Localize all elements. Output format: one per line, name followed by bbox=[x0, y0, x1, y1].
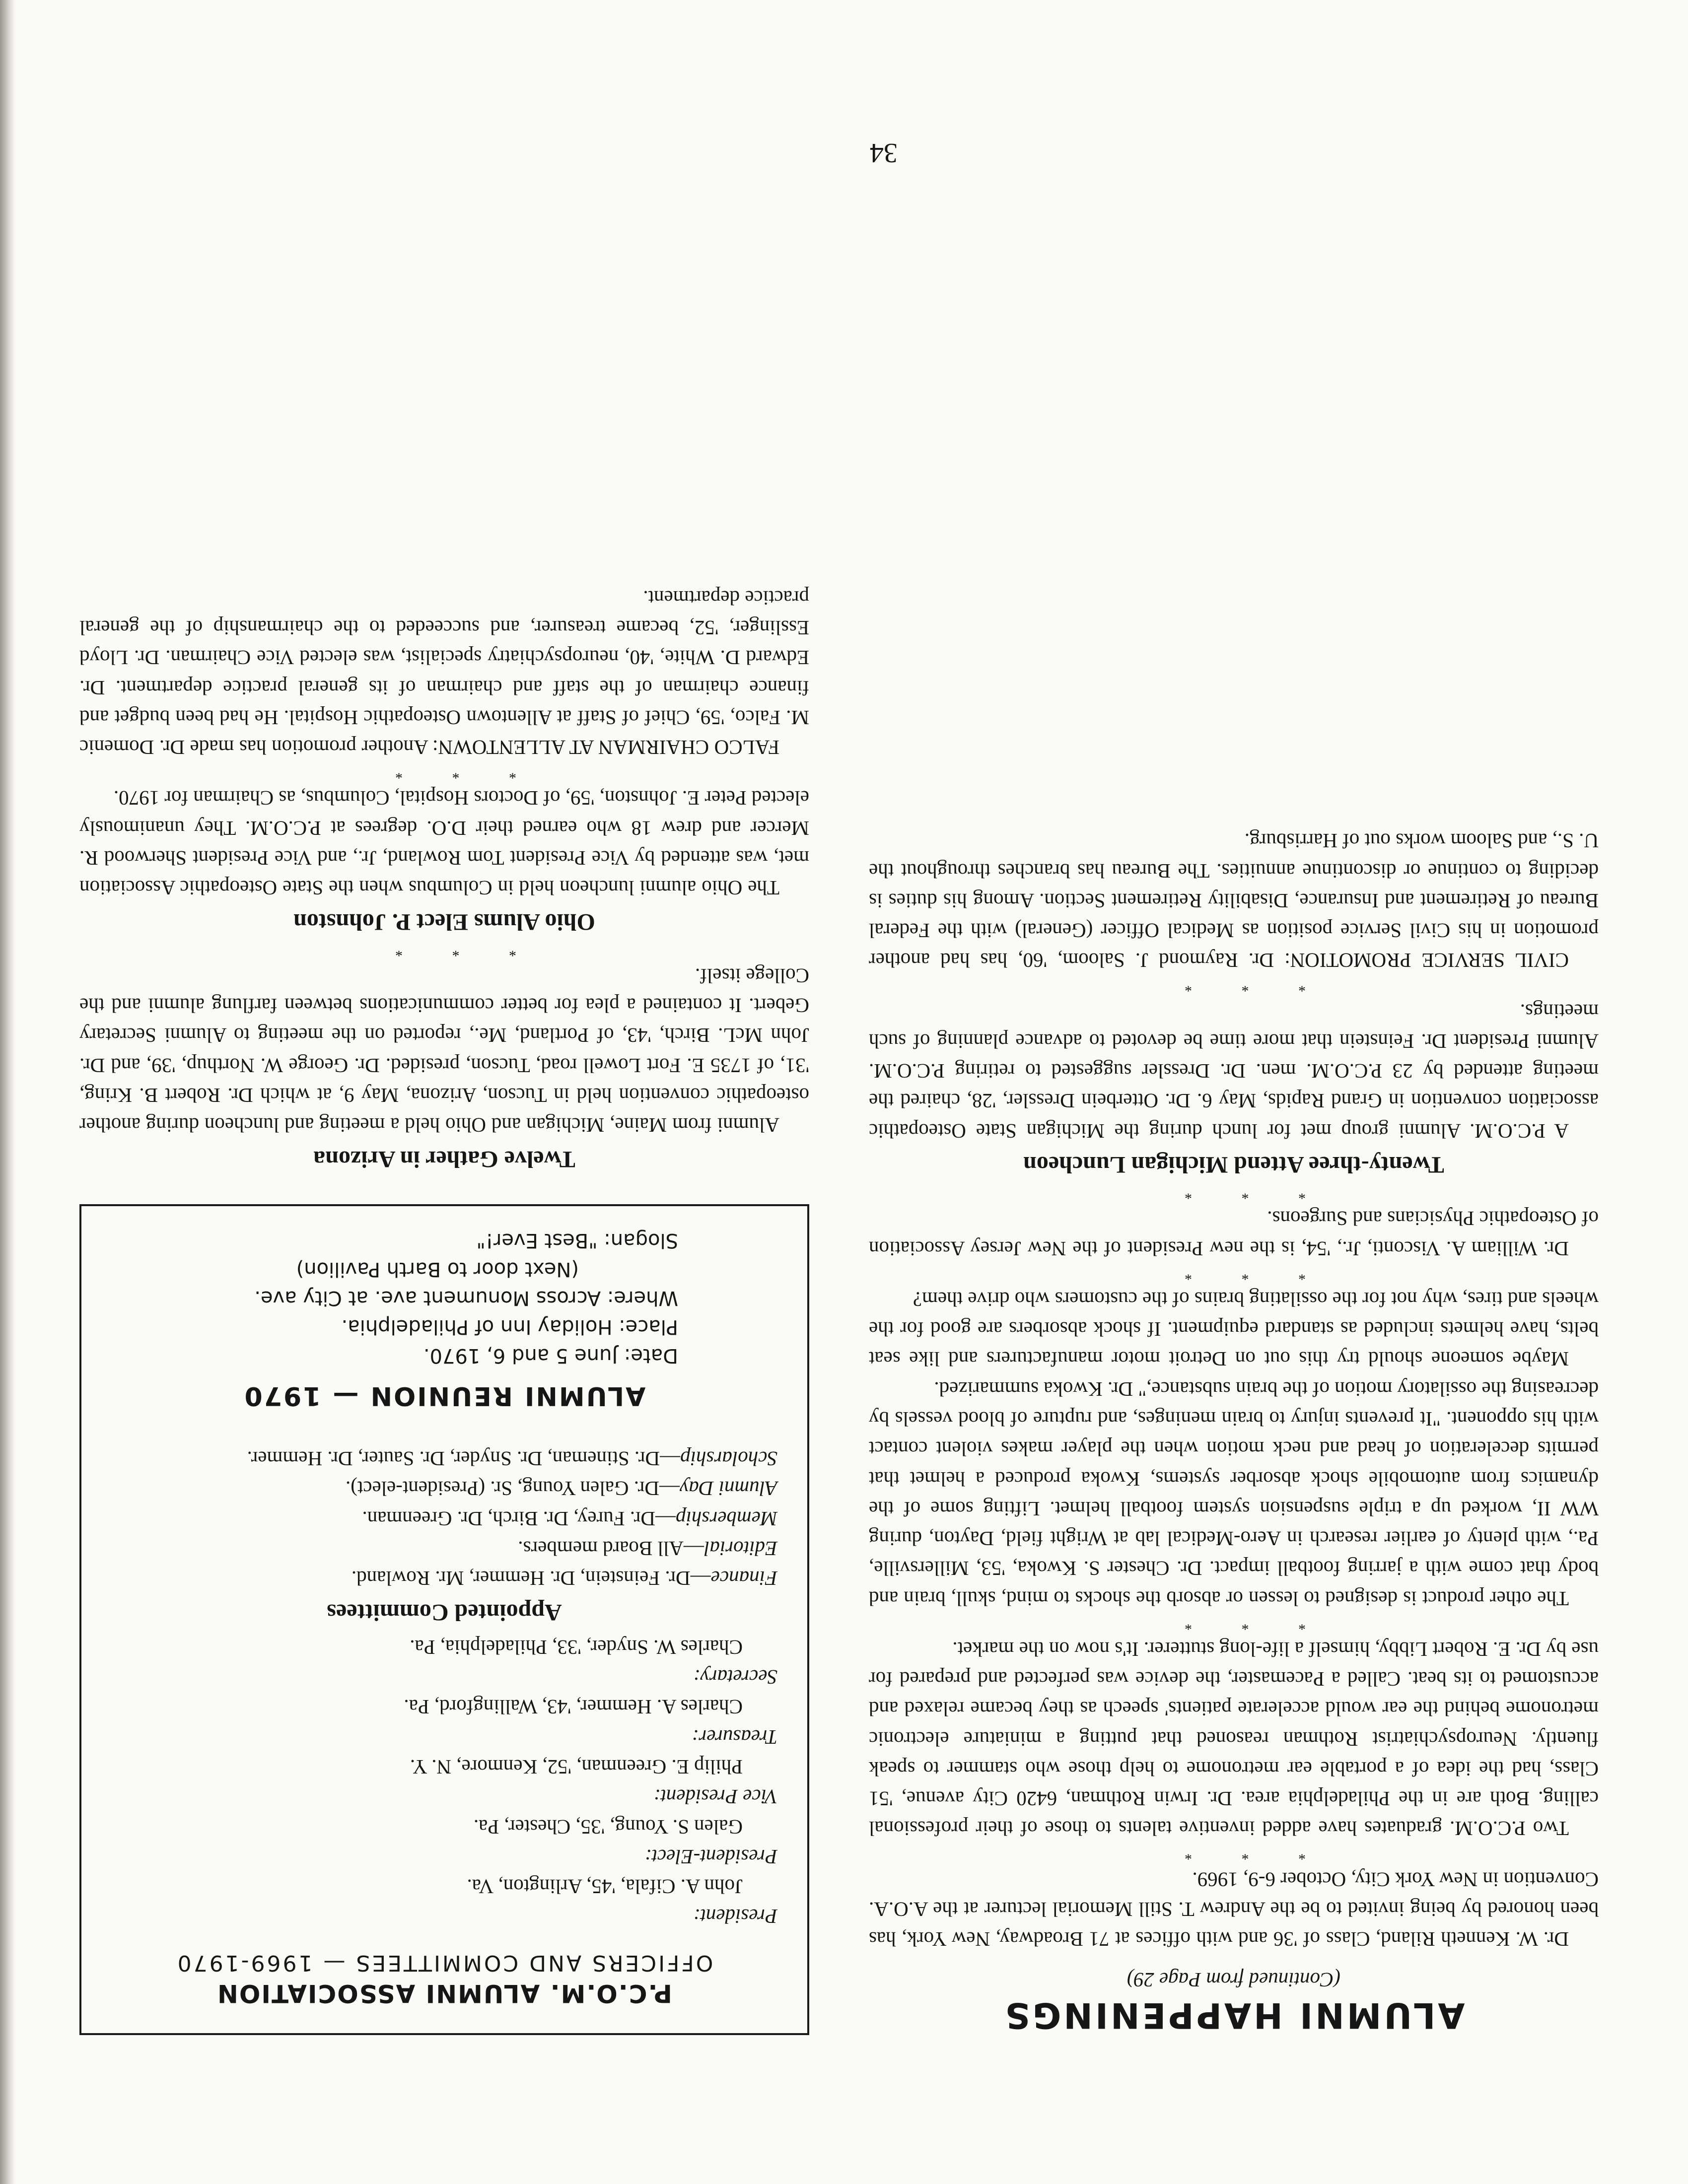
helmet-paragraph: The other product is designed to lessen or absorb the shocks to mind, skull, brain and body that come with a jarring football impact. Dr. Chester S. Kwoka, '53, Millersville, Pa., with plenty of earlier research in Aero-Medical lab at Wright field, Dayton, during WW II, worked up a triple suspension system football helmet. Lifting some of the dynamics from automobile shock absorber systems, Kwoka produced a helmet that permits deceleration of head and neck motion when the player makes violent contact with his opponent. "It prevents injury to brain meninges, and rupture of blood vessels by decreasing the ossilatory motion of the brain substance," Dr. Kwoka summarized. bbox=[869, 1377, 1599, 1610]
civil-service-paragraph: CIVIL SERVICE PROMOTION: Dr. Raymond J. Saloom, '60, has had another promotion in his Civil Service position as Medical Officer (General) with the Federal Bureau of Retirement and Insurance, Disability Retirement Section. Among his duties is deciding to continue or discontinue annuities. The Bureau has branches throughout the U. S., and Saloom works out of Harrisburg. bbox=[869, 829, 1599, 972]
reunion-block bbox=[111, 1226, 777, 1414]
committee-alumni-day bbox=[111, 1474, 777, 1503]
separator: * * * bbox=[1162, 1846, 1306, 1863]
arizona-paragraph: Alumni from Maine, Michigan and Ohio held a meeting and luncheon during another osteopathic convention held in Tucson, Arizona, May 9, at which Dr. Robert B. Kring, '31, of 1735 E. Fort Lowell road, Tucson, presided. Dr. George W. Northup, '39, and Dr. John McL. Birch, '43, of Portland, Me., reported on the meeting to Alumni Secretary Gebert. It contained a plea for better communications between farflung alumni and the College itself. bbox=[79, 964, 809, 1137]
reunion-date: Date: June 5 and 6, 1970. bbox=[423, 1344, 678, 1367]
ohio-heading: Ohio Alums Elect P. Johnston bbox=[293, 908, 595, 935]
separator: * * * bbox=[1162, 1266, 1306, 1283]
committee-membership bbox=[111, 1503, 777, 1533]
treasurer-name: Charles A. Hemmer, '43, Wallingford, Pa. bbox=[404, 1696, 743, 1719]
president-elect-role: President-Elect: bbox=[644, 1845, 777, 1868]
officers-box-title: P.C.O.M. ALUMNI ASSOCIATION bbox=[216, 1979, 672, 2008]
detroit-paragraph: Maybe someone should try this out on Detroit motor manufacturers and like seat belts, have helmets included as standard equipment. If shock absorbers are good for the wheels and tires, why not for the ossilating brains of the customers who drive them? bbox=[869, 1288, 1599, 1371]
left-column bbox=[869, 826, 1599, 2035]
separator: * * * bbox=[1162, 1186, 1306, 1203]
secretary-name: Charles W. Snyder, '33, Philadelphia, Pa. bbox=[410, 1636, 743, 1659]
committee-finance bbox=[111, 1564, 777, 1593]
committees-heading: Appointed Committees bbox=[327, 1599, 562, 1626]
inventors-paragraph: Two P.C.O.M. graduates have added inventive talents to those of their professional calling. Both are in the Philadelphia area. Dr. Irwin Rothman, 6420 City avenue, '51 Class, had the idea of a portable ear metronome to help those who stammer to speak fluently. Neuropsychiatrist Rothman reasoned that putting a miniature electronic metronome behind the ear would accelerate patients' speech as they became relaxed and accustomed to its beat. Called a Pacemaster, the device was perfected and prepared for use by Dr. E. Robert Libby, himself a life-long stutterer. It's now on the market. bbox=[869, 1638, 1599, 1841]
separator: * * * bbox=[1162, 1616, 1306, 1633]
committee-name: Scholarship bbox=[680, 1447, 777, 1471]
separator: * * * bbox=[372, 943, 516, 959]
treasurer-role: Treasurer: bbox=[692, 1725, 777, 1749]
riland-paragraph: Dr. W. Kenneth Riland, Class of '36 and with offices at 71 Broadway, New York, has been honored by being invited to be the Andrew T. Still Memorial lecturer at the A.O.A. Convention in New York City, October 6-9, 1969. bbox=[869, 1868, 1599, 1951]
reunion-slogan: Slogan: "Best Ever!" bbox=[476, 1228, 678, 1252]
michigan-heading: Twenty-three Attend Michigan Luncheon bbox=[1023, 1152, 1444, 1178]
reunion-where-note: (Next door to Barth Pavilion) bbox=[296, 1257, 579, 1281]
page-number: 34 bbox=[870, 137, 898, 168]
committee-scholarship bbox=[111, 1444, 777, 1474]
committee-members: —Dr. Stineman, Dr. Snyder, Dr. Sauter, Dr. Hemmer. bbox=[247, 1447, 681, 1471]
right-column bbox=[79, 583, 809, 2035]
vice-president-name: Philip E. Greenman, '52, Kenmore, N. Y. bbox=[410, 1756, 743, 1778]
separator: * * * bbox=[1162, 978, 1306, 995]
separator: * * * bbox=[372, 765, 516, 782]
committee-members: —Dr. Furey, Dr. Birch, Dr. Greenman. bbox=[362, 1507, 676, 1530]
arizona-heading: Twelve Gather in Arizona bbox=[313, 1146, 575, 1172]
reunion-title: ALUMNI REUNION — 1970 bbox=[243, 1380, 646, 1411]
committee-editorial bbox=[111, 1534, 777, 1564]
president-role: President: bbox=[693, 1905, 777, 1928]
committee-name: Finance bbox=[710, 1567, 777, 1590]
officers-box-subtitle: OFFICERS AND COMMITTEES — 1969-1970 bbox=[175, 1950, 713, 1976]
president-name: John A. Cifala, '45, Arlington, Va. bbox=[467, 1875, 743, 1899]
president-elect-name: Galen S. Young, '35, Chester, Pa. bbox=[473, 1815, 743, 1839]
visconti-paragraph: Dr. William A. Visconti, Jr., '54, is the new President of the New Jersey Association of Osteopathic Physicians and Surgeons. bbox=[869, 1207, 1599, 1260]
masthead: ALUMNI HAPPENINGS bbox=[1002, 1995, 1465, 2036]
committee-members: —Dr. Feinstein, Dr. Hemmer, Mr. Rowland. bbox=[351, 1567, 711, 1590]
reunion-place: Place: Holiday Inn of Philadelphia. bbox=[341, 1315, 678, 1338]
vice-president-role: Vice President: bbox=[653, 1785, 777, 1809]
falco-paragraph: FALCO CHAIRMAN AT ALLENTOWN: Another promotion has made Dr. Domenic M. Falco, '59, Chief of Staff at Allentown Osteopathic Hospital. He had been budget and finance chairman of the staff and chairman of its general practice department. Dr. Edward D. White, '40, neuropsychiatry specialist, was elected Vice Chairman. Dr. Lloyd Esslinger, '52, became treasurer, and succeeded to the chairmanship of the general practice department. bbox=[79, 586, 809, 759]
continued-note: (Continued from Page 29) bbox=[1126, 1969, 1341, 1992]
committee-members: —Dr. Galen Young, Sr. (President-elect). bbox=[346, 1477, 680, 1501]
committee-name: Editorial bbox=[703, 1537, 777, 1561]
committee-name: Membership bbox=[676, 1507, 777, 1530]
secretary-role: Secretary: bbox=[693, 1666, 777, 1689]
committee-members: —All Board members. bbox=[518, 1537, 704, 1561]
reunion-where: Where: Across Monument ave. at City ave. bbox=[254, 1286, 678, 1309]
officers-box bbox=[79, 1204, 809, 2035]
committee-name: Alumni Day bbox=[680, 1477, 777, 1501]
ohio-paragraph: The Ohio alumni luncheon held in Columbus when the State Osteopathic Association met, was attended by Vice President Tom Rowland, Jr., and Vice President Sherwood R. Mercer and drew 18 who earned their D.O. degrees at P.C.O.M. They unanimously elected Peter E. Johnston, '59, of Doctors Hospital, Columbus, as Chairman for 1970. bbox=[79, 787, 809, 900]
michigan-paragraph: A P.C.O.M. Alumni group met for lunch during the Michigan State Osteopathic association convention in Grand Rapids, May 6. Dr. Otterbein Dressler, '28, chaired the meeting attended by 23 P.C.O.M. men. Dr. Dressler suggested to retiring P.C.O.M. Alumni President Dr. Feinstein that more time be devoted to advance planning of such meetings. bbox=[869, 1000, 1599, 1143]
